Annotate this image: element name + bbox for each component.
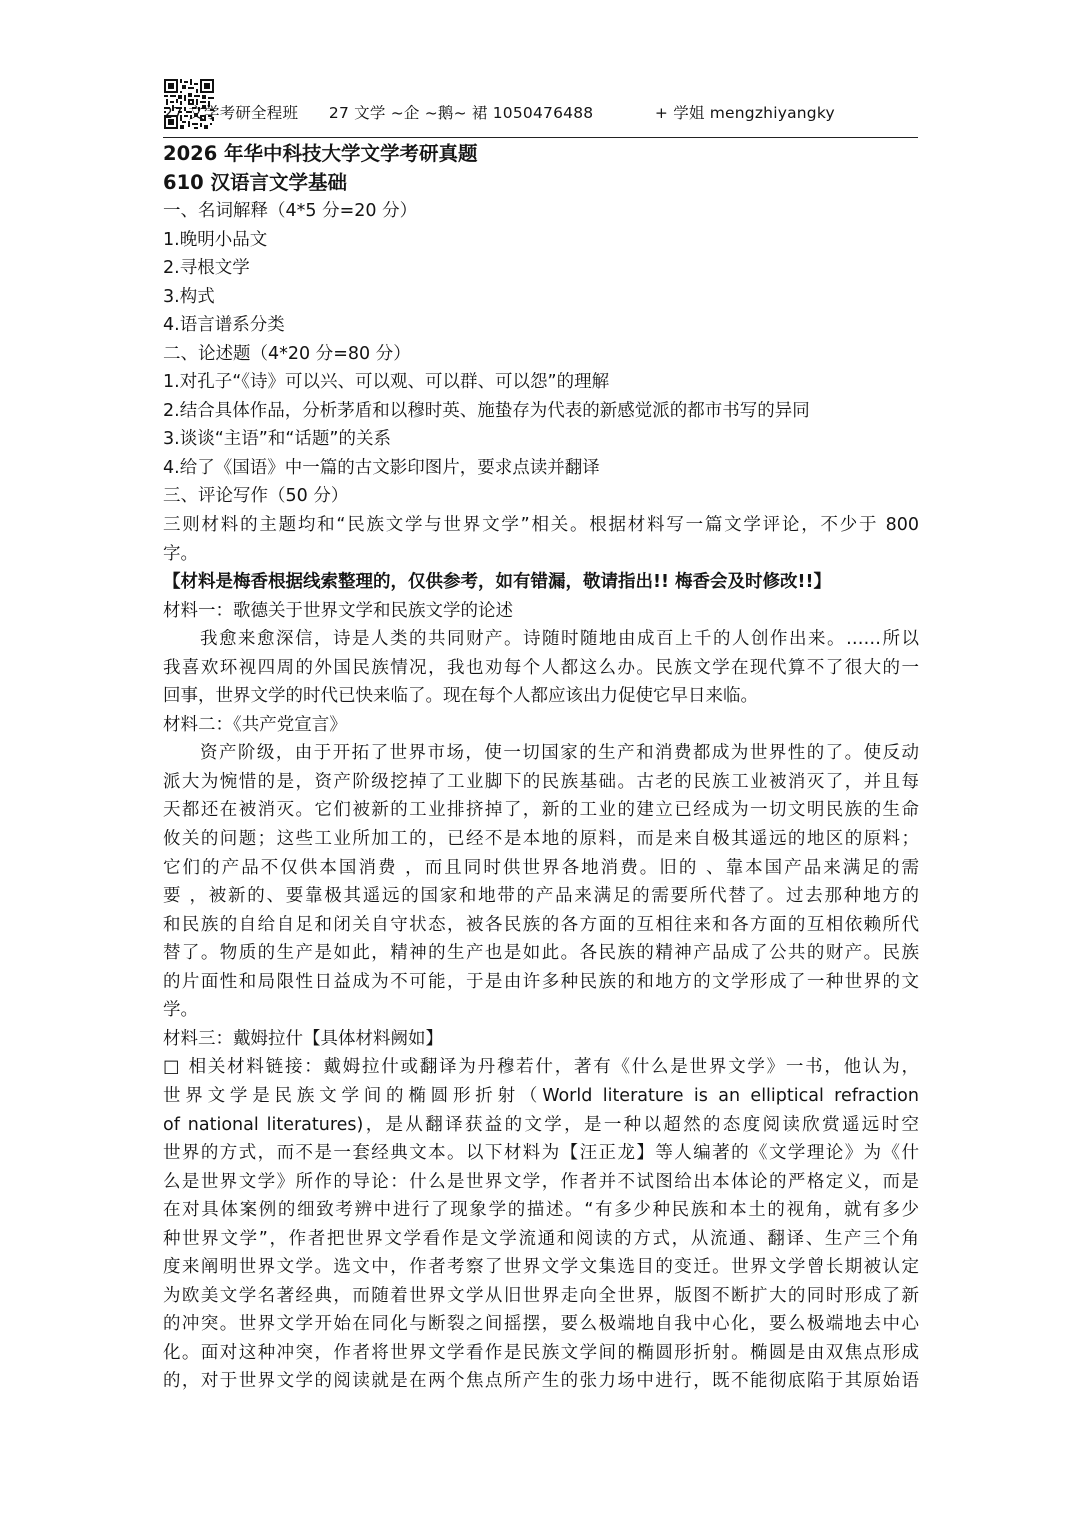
prompt-line: 字。 [163,543,198,564]
text-line: 回事，世界文学的时代已快来临了。现在每个人都应该出力促使它早日来临。 [163,686,758,707]
text-line: 度来阐明世界文学。选文中，作者考察了世界文学文集选目的变迁。世界文学曾长期被认定 [163,1257,919,1278]
text-line: 的冲突。世界文学开始在同化与断裂之间摇摆，要么极端地自我中心化，要么极端地去中心 [163,1314,919,1335]
section3-heading: 三、评论写作（50 分） [163,486,349,507]
text-line: 世界文学是民族文学间的椭圆形折射（World literature is an elliptical refraction [163,1085,919,1106]
text-line: 么是世界文学》所作的导论：什么是世界文学，作者并不试图给出本体论的严格定义，而是 [163,1171,919,1192]
page-header [163,101,835,123]
material2-text [163,739,919,1024]
list-item: 3.构式 [163,286,215,307]
text-line: 天都还在被消灭。它们被新的工业排挤掉了，新的工业的建立已经成为一切文明民族的生命 [163,800,919,821]
prompt-line: 三则材料的主题均和“民族文学与世界文学”相关。根据材料写一篇文学评论，不少于 800 [163,515,919,536]
header-divider [163,137,918,138]
text-line: 为欧美文学名著经典，而随着世界文学从旧世界走向全世界，版图不断扩大的同时形成了新 [163,1285,919,1306]
text-line: 派大为惋惜的是，资产阶级挖掉了工业脚下的民族基础。古老的民族工业被消灭了，并且每 [163,771,919,792]
text-line: 替了。物质的生产是如此，精神的生产也是如此。各民族的精神产品成了公共的财产。民族 [163,943,919,964]
text-line: 化。面对这种冲突，作者将世界文学看作是民族文学间的椭圆形折射。椭圆是由双焦点形成 [163,1342,919,1363]
material3-text [163,1053,919,1396]
section3-prompt [163,511,919,568]
text-line: of national literatures)，是从翻译获益的文学，是一种以超然的态度阅读欣赏遥远时空 [163,1114,919,1135]
header-course: 27 文学考研全程班 [163,104,299,122]
exam-content [163,140,919,1396]
text-line: □ 相关材料链接：戴姆拉什或翻译为丹穆若什，著有《什么是世界文学》一书，他认为， [163,1057,919,1078]
editor-note: 【材料是梅香根据线索整理的，仅供参考，如有错漏，敬请指出!! 梅香会及时修改!!】 [163,572,832,593]
header-group: 27 文学 ~企 ~鹅~ 裙 1050476488 [328,104,594,122]
list-item: 1.晚明小品文 [163,229,268,250]
exam-subject: 610 汉语言文学基础 [163,170,347,194]
text-line: 学。 [163,1000,198,1021]
list-item: 2.结合具体作品，分析茅盾和以穆时英、施蛰存为代表的新感觉派的都市书写的异同 [163,400,810,421]
exam-title: 2026 年华中科技大学文学考研真题 [163,142,478,165]
header-contact: + 学姐 mengzhiyangky [654,104,835,122]
list-item: 2.寻根文学 [163,258,250,279]
section1-heading: 一、名词解释（4*5 分=20 分） [163,201,418,221]
text-line: 我愈来愈深信，诗是人类的共同财产。诗随时随地由成百上千的人创作出来。……所以 [200,629,919,650]
text-line: 要 ，被新的、要靠极其遥远的国家和地带的产品来满足的需要所代替了。过去那种地方的 [163,886,919,907]
text-line: 世界的方式，而不是一套经典文本。以下材料为【汪正龙】等人编著的《文学理论》为《什 [163,1143,919,1164]
section2-heading: 二、论述题（4*20 分=80 分） [163,343,411,364]
text-line: 它们的产品不仅供本国消费 ，而且同时供世界各地消费。旧的 、靠本国产品来满足的需 [163,857,919,878]
text-line: 在对具体案例的细致考辨中进行了现象学的描述。“有多少种民族和本土的视角，就有多少 [163,1200,919,1221]
list-item: 1.对孔子“《诗》可以兴、可以观、可以群、可以怨”的理解 [163,372,610,393]
text-line: 资产阶级，由于开拓了世界市场，使一切国家的生产和消费都成为世界性的了。使反动 [200,743,919,764]
text-line: 种世界文学”，作者把世界文学看作是文学流通和阅读的方式，从流通、翻译、生产三个角 [163,1228,919,1249]
text-line: 和民族的自给自足和闭关自守状态，被各民族的各方面的互相往来和各方面的互相依赖所代 [163,914,919,935]
text-line: 的片面性和局限性日益成为不可能，于是由许多种民族的和地方的文学形成了一种世界的文 [163,971,919,992]
text-line: 的，对于世界文学的阅读就是在两个焦点所产生的张力场中进行，既不能彻底陷于其原始语 [163,1371,919,1392]
material1-text [163,625,919,711]
text-line: 攸关的问题；这些工业所加工的，已经不是本地的原料，而是来自极其遥远的地区的原料； [163,829,919,850]
list-item: 4.语言谱系分类 [163,315,285,336]
list-item: 3.谈谈“主语”和“话题”的关系 [163,429,391,450]
material1-title: 材料一：歌德关于世界文学和民族文学的论述 [163,600,513,621]
material2-title: 材料二：《共产党宣言》 [163,714,347,735]
list-item: 4.给了《国语》中一篇的古文影印图片，要求点读并翻译 [163,457,600,478]
text-line: 我喜欢环视四周的外国民族情况，我也劝每个人都这么办。民族文学在现代算不了很大的一 [163,657,919,678]
material3-title: 材料三：戴姆拉什【具体材料阙如】 [163,1028,443,1049]
